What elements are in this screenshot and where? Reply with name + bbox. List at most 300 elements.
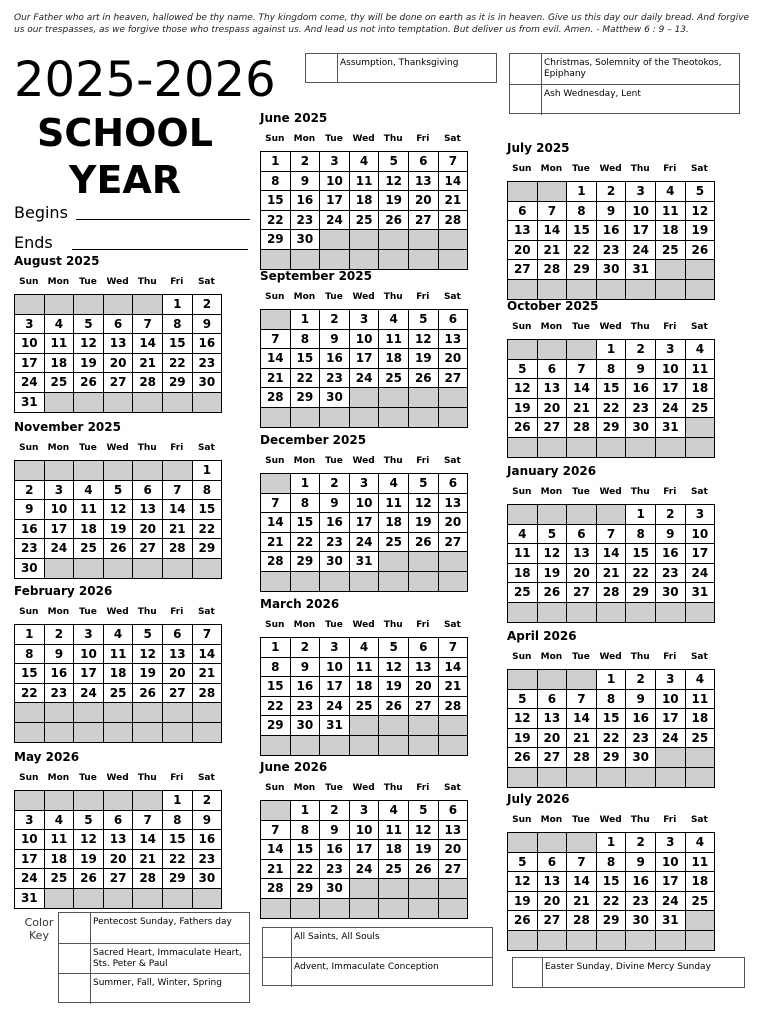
day-cell[interactable]: 18 — [685, 708, 716, 729]
day-cell[interactable]: 10 — [655, 852, 686, 873]
day-cell[interactable]: 9 — [655, 524, 686, 545]
day-cell[interactable]: 19 — [685, 220, 716, 241]
day-cell[interactable]: 17 — [14, 353, 45, 374]
day-cell[interactable]: 25 — [73, 538, 104, 559]
day-cell[interactable]: 13 — [438, 329, 469, 350]
day-cell[interactable]: 2 — [625, 832, 656, 853]
day-cell[interactable]: 2 — [44, 624, 75, 645]
day-cell[interactable]: 8 — [625, 524, 656, 545]
color-swatch[interactable] — [263, 928, 292, 957]
day-cell[interactable]: 17 — [655, 708, 686, 729]
day-cell[interactable]: 19 — [132, 663, 163, 684]
day-cell[interactable]: 24 — [14, 868, 45, 889]
day-cell[interactable]: 29 — [260, 715, 291, 736]
day-cell[interactable]: 30 — [319, 387, 350, 408]
day-cell[interactable]: 1 — [290, 800, 321, 821]
day-cell[interactable]: 12 — [408, 820, 439, 841]
day-cell[interactable]: 9 — [596, 201, 627, 222]
day-cell[interactable]: 30 — [319, 878, 350, 899]
day-cell[interactable]: 20 — [537, 728, 568, 749]
day-cell[interactable]: 8 — [290, 493, 321, 514]
day-cell[interactable]: 21 — [192, 663, 223, 684]
day-cell[interactable]: 30 — [596, 259, 627, 280]
day-cell[interactable]: 16 — [192, 333, 223, 354]
day-cell[interactable]: 15 — [14, 663, 45, 684]
day-cell[interactable]: 8 — [162, 314, 193, 335]
day-cell[interactable]: 6 — [103, 314, 134, 335]
day-cell[interactable]: 1 — [162, 790, 193, 811]
ends-line[interactable] — [72, 249, 248, 250]
day-cell[interactable]: 29 — [566, 259, 597, 280]
day-cell[interactable]: 26 — [507, 910, 538, 931]
day-cell[interactable]: 27 — [408, 696, 439, 717]
day-cell[interactable]: 3 — [14, 810, 45, 831]
day-cell[interactable]: 23 — [319, 532, 350, 553]
day-cell[interactable]: 16 — [44, 663, 75, 684]
day-cell[interactable]: 12 — [408, 493, 439, 514]
day-cell[interactable]: 14 — [537, 220, 568, 241]
day-cell[interactable]: 19 — [408, 839, 439, 860]
day-cell[interactable]: 9 — [625, 359, 656, 380]
day-cell[interactable]: 22 — [162, 353, 193, 374]
day-cell[interactable]: 30 — [14, 558, 45, 579]
color-swatch[interactable] — [510, 54, 542, 84]
day-cell[interactable]: 2 — [192, 790, 223, 811]
day-cell[interactable]: 10 — [14, 333, 45, 354]
day-cell[interactable]: 27 — [438, 368, 469, 389]
day-cell[interactable]: 17 — [349, 348, 380, 369]
day-cell[interactable]: 3 — [349, 800, 380, 821]
day-cell[interactable]: 8 — [290, 820, 321, 841]
color-swatch[interactable] — [59, 974, 91, 1004]
day-cell[interactable]: 20 — [408, 676, 439, 697]
day-cell[interactable]: 1 — [566, 181, 597, 202]
day-cell[interactable]: 13 — [537, 708, 568, 729]
day-cell[interactable]: 5 — [378, 637, 409, 658]
day-cell[interactable]: 31 — [349, 551, 380, 572]
day-cell[interactable]: 22 — [625, 563, 656, 584]
day-cell[interactable]: 7 — [260, 820, 291, 841]
day-cell[interactable]: 2 — [625, 339, 656, 360]
ends-field[interactable] — [14, 233, 53, 252]
day-cell[interactable]: 4 — [44, 314, 75, 335]
day-cell[interactable]: 29 — [596, 417, 627, 438]
day-cell[interactable]: 29 — [596, 910, 627, 931]
day-cell[interactable]: 24 — [349, 859, 380, 880]
day-cell[interactable]: 14 — [260, 512, 291, 533]
day-cell[interactable]: 27 — [408, 210, 439, 231]
day-cell[interactable]: 31 — [319, 715, 350, 736]
day-cell[interactable]: 14 — [260, 348, 291, 369]
day-cell[interactable]: 4 — [507, 524, 538, 545]
day-cell[interactable]: 17 — [685, 543, 716, 564]
day-cell[interactable]: 25 — [349, 696, 380, 717]
day-cell[interactable]: 1 — [260, 637, 291, 658]
day-cell[interactable]: 23 — [290, 696, 321, 717]
day-cell[interactable]: 5 — [408, 309, 439, 330]
day-cell[interactable]: 14 — [438, 657, 469, 678]
day-cell[interactable]: 11 — [73, 499, 104, 520]
day-cell[interactable]: 15 — [162, 333, 193, 354]
day-cell[interactable]: 4 — [349, 637, 380, 658]
day-cell[interactable]: 7 — [260, 329, 291, 350]
day-cell[interactable]: 6 — [537, 689, 568, 710]
day-cell[interactable]: 28 — [566, 417, 597, 438]
day-cell[interactable]: 9 — [319, 329, 350, 350]
day-cell[interactable]: 24 — [319, 696, 350, 717]
day-cell[interactable]: 26 — [685, 240, 716, 261]
day-cell[interactable]: 31 — [14, 392, 45, 413]
day-cell[interactable]: 25 — [378, 859, 409, 880]
day-cell[interactable]: 8 — [192, 480, 223, 501]
day-cell[interactable]: 23 — [14, 538, 45, 559]
day-cell[interactable]: 28 — [438, 210, 469, 231]
day-cell[interactable]: 26 — [507, 417, 538, 438]
day-cell[interactable]: 15 — [290, 512, 321, 533]
day-cell[interactable]: 2 — [625, 669, 656, 690]
day-cell[interactable]: 27 — [438, 859, 469, 880]
day-cell[interactable]: 16 — [319, 348, 350, 369]
day-cell[interactable]: 2 — [290, 637, 321, 658]
day-cell[interactable]: 15 — [290, 348, 321, 369]
day-cell[interactable]: 16 — [14, 519, 45, 540]
day-cell[interactable]: 11 — [44, 829, 75, 850]
day-cell[interactable]: 10 — [349, 493, 380, 514]
day-cell[interactable]: 21 — [438, 190, 469, 211]
day-cell[interactable]: 2 — [319, 800, 350, 821]
day-cell[interactable]: 4 — [685, 339, 716, 360]
day-cell[interactable]: 21 — [566, 398, 597, 419]
day-cell[interactable]: 3 — [319, 151, 350, 172]
day-cell[interactable]: 2 — [596, 181, 627, 202]
day-cell[interactable]: 22 — [192, 519, 223, 540]
day-cell[interactable]: 3 — [685, 504, 716, 525]
day-cell[interactable]: 20 — [132, 519, 163, 540]
day-cell[interactable]: 21 — [596, 563, 627, 584]
day-cell[interactable]: 28 — [596, 582, 627, 603]
day-cell[interactable]: 5 — [685, 181, 716, 202]
day-cell[interactable]: 19 — [73, 849, 104, 870]
day-cell[interactable]: 1 — [260, 151, 291, 172]
day-cell[interactable]: 5 — [73, 314, 104, 335]
day-cell[interactable]: 16 — [290, 676, 321, 697]
day-cell[interactable]: 18 — [44, 849, 75, 870]
day-cell[interactable]: 18 — [349, 190, 380, 211]
day-cell[interactable]: 15 — [192, 499, 223, 520]
day-cell[interactable]: 24 — [625, 240, 656, 261]
day-cell[interactable]: 15 — [596, 871, 627, 892]
day-cell[interactable]: 10 — [349, 329, 380, 350]
day-cell[interactable]: 23 — [319, 859, 350, 880]
day-cell[interactable]: 23 — [319, 368, 350, 389]
day-cell[interactable]: 20 — [162, 663, 193, 684]
day-cell[interactable]: 20 — [103, 353, 134, 374]
day-cell[interactable]: 12 — [73, 829, 104, 850]
day-cell[interactable]: 4 — [378, 800, 409, 821]
day-cell[interactable]: 28 — [566, 910, 597, 931]
day-cell[interactable]: 15 — [596, 708, 627, 729]
day-cell[interactable]: 23 — [625, 728, 656, 749]
day-cell[interactable]: 15 — [162, 829, 193, 850]
day-cell[interactable]: 17 — [73, 663, 104, 684]
day-cell[interactable]: 3 — [625, 181, 656, 202]
day-cell[interactable]: 13 — [507, 220, 538, 241]
day-cell[interactable]: 2 — [192, 294, 223, 315]
day-cell[interactable]: 26 — [408, 859, 439, 880]
day-cell[interactable]: 4 — [685, 832, 716, 853]
day-cell[interactable]: 14 — [192, 644, 223, 665]
day-cell[interactable]: 12 — [408, 329, 439, 350]
day-cell[interactable]: 3 — [349, 473, 380, 494]
day-cell[interactable]: 21 — [132, 353, 163, 374]
day-cell[interactable]: 9 — [192, 810, 223, 831]
day-cell[interactable]: 1 — [192, 460, 223, 481]
day-cell[interactable]: 22 — [596, 398, 627, 419]
day-cell[interactable]: 30 — [192, 372, 223, 393]
day-cell[interactable]: 18 — [103, 663, 134, 684]
day-cell[interactable]: 25 — [349, 210, 380, 231]
day-cell[interactable]: 17 — [655, 378, 686, 399]
day-cell[interactable]: 11 — [378, 493, 409, 514]
day-cell[interactable]: 8 — [596, 852, 627, 873]
day-cell[interactable]: 26 — [378, 210, 409, 231]
day-cell[interactable]: 26 — [73, 868, 104, 889]
day-cell[interactable]: 20 — [438, 348, 469, 369]
day-cell[interactable]: 23 — [290, 210, 321, 231]
day-cell[interactable]: 27 — [537, 417, 568, 438]
day-cell[interactable]: 25 — [378, 368, 409, 389]
day-cell[interactable]: 9 — [625, 689, 656, 710]
day-cell[interactable]: 4 — [378, 309, 409, 330]
day-cell[interactable]: 30 — [290, 229, 321, 250]
day-cell[interactable]: 19 — [507, 728, 538, 749]
day-cell[interactable]: 10 — [349, 820, 380, 841]
day-cell[interactable]: 9 — [625, 852, 656, 873]
day-cell[interactable]: 27 — [537, 910, 568, 931]
day-cell[interactable]: 21 — [260, 859, 291, 880]
day-cell[interactable]: 18 — [655, 220, 686, 241]
day-cell[interactable]: 21 — [260, 532, 291, 553]
day-cell[interactable]: 7 — [438, 151, 469, 172]
day-cell[interactable]: 3 — [655, 832, 686, 853]
day-cell[interactable]: 31 — [625, 259, 656, 280]
day-cell[interactable]: 1 — [290, 309, 321, 330]
day-cell[interactable]: 22 — [596, 728, 627, 749]
day-cell[interactable]: 17 — [655, 871, 686, 892]
day-cell[interactable]: 17 — [319, 676, 350, 697]
day-cell[interactable]: 24 — [349, 368, 380, 389]
day-cell[interactable]: 10 — [319, 657, 350, 678]
day-cell[interactable]: 4 — [103, 624, 134, 645]
day-cell[interactable]: 20 — [537, 891, 568, 912]
day-cell[interactable]: 1 — [290, 473, 321, 494]
day-cell[interactable]: 30 — [192, 868, 223, 889]
day-cell[interactable]: 31 — [14, 888, 45, 909]
day-cell[interactable]: 9 — [319, 820, 350, 841]
day-cell[interactable]: 9 — [44, 644, 75, 665]
day-cell[interactable]: 28 — [566, 747, 597, 768]
day-cell[interactable]: 6 — [507, 201, 538, 222]
day-cell[interactable]: 6 — [408, 637, 439, 658]
day-cell[interactable]: 14 — [132, 829, 163, 850]
day-cell[interactable]: 24 — [655, 398, 686, 419]
day-cell[interactable]: 8 — [596, 359, 627, 380]
day-cell[interactable]: 16 — [290, 190, 321, 211]
day-cell[interactable]: 13 — [566, 543, 597, 564]
day-cell[interactable]: 30 — [625, 910, 656, 931]
day-cell[interactable]: 6 — [132, 480, 163, 501]
day-cell[interactable]: 6 — [408, 151, 439, 172]
day-cell[interactable]: 16 — [625, 871, 656, 892]
day-cell[interactable]: 19 — [408, 348, 439, 369]
day-cell[interactable]: 21 — [132, 849, 163, 870]
day-cell[interactable]: 8 — [566, 201, 597, 222]
day-cell[interactable]: 6 — [537, 359, 568, 380]
day-cell[interactable]: 20 — [438, 512, 469, 533]
day-cell[interactable]: 13 — [537, 871, 568, 892]
day-cell[interactable]: 20 — [103, 849, 134, 870]
day-cell[interactable]: 28 — [132, 868, 163, 889]
day-cell[interactable]: 2 — [14, 480, 45, 501]
day-cell[interactable]: 4 — [44, 810, 75, 831]
day-cell[interactable]: 18 — [378, 348, 409, 369]
day-cell[interactable]: 2 — [319, 309, 350, 330]
day-cell[interactable]: 8 — [596, 689, 627, 710]
day-cell[interactable]: 29 — [290, 551, 321, 572]
day-cell[interactable]: 9 — [290, 171, 321, 192]
day-cell[interactable]: 12 — [103, 499, 134, 520]
day-cell[interactable]: 23 — [192, 849, 223, 870]
day-cell[interactable]: 6 — [537, 852, 568, 873]
day-cell[interactable]: 3 — [73, 624, 104, 645]
day-cell[interactable]: 5 — [73, 810, 104, 831]
day-cell[interactable]: 23 — [44, 683, 75, 704]
day-cell[interactable]: 28 — [260, 387, 291, 408]
day-cell[interactable]: 6 — [438, 309, 469, 330]
day-cell[interactable]: 20 — [438, 839, 469, 860]
day-cell[interactable]: 13 — [408, 171, 439, 192]
day-cell[interactable]: 11 — [349, 171, 380, 192]
day-cell[interactable]: 7 — [132, 314, 163, 335]
day-cell[interactable]: 25 — [685, 891, 716, 912]
day-cell[interactable]: 9 — [290, 657, 321, 678]
day-cell[interactable]: 15 — [260, 190, 291, 211]
day-cell[interactable]: 29 — [596, 747, 627, 768]
day-cell[interactable]: 14 — [566, 378, 597, 399]
day-cell[interactable]: 10 — [319, 171, 350, 192]
day-cell[interactable]: 9 — [192, 314, 223, 335]
day-cell[interactable]: 6 — [103, 810, 134, 831]
day-cell[interactable]: 1 — [596, 832, 627, 853]
day-cell[interactable]: 11 — [378, 820, 409, 841]
day-cell[interactable]: 27 — [162, 683, 193, 704]
day-cell[interactable]: 3 — [655, 669, 686, 690]
day-cell[interactable]: 15 — [625, 543, 656, 564]
day-cell[interactable]: 2 — [319, 473, 350, 494]
day-cell[interactable]: 1 — [162, 294, 193, 315]
day-cell[interactable]: 29 — [260, 229, 291, 250]
day-cell[interactable]: 3 — [655, 339, 686, 360]
day-cell[interactable]: 16 — [319, 839, 350, 860]
day-cell[interactable]: 29 — [290, 878, 321, 899]
day-cell[interactable]: 10 — [685, 524, 716, 545]
day-cell[interactable]: 31 — [685, 582, 716, 603]
day-cell[interactable]: 5 — [507, 852, 538, 873]
day-cell[interactable]: 27 — [103, 868, 134, 889]
day-cell[interactable]: 19 — [378, 190, 409, 211]
day-cell[interactable]: 25 — [685, 728, 716, 749]
day-cell[interactable]: 23 — [596, 240, 627, 261]
day-cell[interactable]: 17 — [349, 839, 380, 860]
day-cell[interactable]: 18 — [73, 519, 104, 540]
day-cell[interactable]: 10 — [44, 499, 75, 520]
day-cell[interactable]: 12 — [378, 171, 409, 192]
day-cell[interactable]: 15 — [260, 676, 291, 697]
day-cell[interactable]: 4 — [685, 669, 716, 690]
day-cell[interactable]: 22 — [290, 368, 321, 389]
day-cell[interactable]: 7 — [260, 493, 291, 514]
day-cell[interactable]: 14 — [132, 333, 163, 354]
day-cell[interactable]: 11 — [685, 359, 716, 380]
day-cell[interactable]: 22 — [260, 696, 291, 717]
day-cell[interactable]: 31 — [655, 910, 686, 931]
day-cell[interactable]: 14 — [566, 871, 597, 892]
day-cell[interactable]: 17 — [625, 220, 656, 241]
day-cell[interactable]: 26 — [103, 538, 134, 559]
day-cell[interactable]: 8 — [162, 810, 193, 831]
day-cell[interactable]: 11 — [655, 201, 686, 222]
day-cell[interactable]: 16 — [319, 512, 350, 533]
day-cell[interactable]: 13 — [103, 829, 134, 850]
day-cell[interactable]: 24 — [319, 210, 350, 231]
day-cell[interactable]: 12 — [507, 871, 538, 892]
day-cell[interactable]: 5 — [507, 359, 538, 380]
day-cell[interactable]: 17 — [349, 512, 380, 533]
day-cell[interactable]: 12 — [507, 378, 538, 399]
day-cell[interactable]: 6 — [438, 473, 469, 494]
day-cell[interactable]: 21 — [566, 891, 597, 912]
day-cell[interactable]: 4 — [655, 181, 686, 202]
color-swatch[interactable] — [510, 85, 542, 115]
day-cell[interactable]: 21 — [438, 676, 469, 697]
day-cell[interactable]: 30 — [290, 715, 321, 736]
day-cell[interactable]: 29 — [162, 868, 193, 889]
day-cell[interactable]: 19 — [378, 676, 409, 697]
day-cell[interactable]: 29 — [290, 387, 321, 408]
day-cell[interactable]: 2 — [290, 151, 321, 172]
day-cell[interactable]: 7 — [566, 359, 597, 380]
day-cell[interactable]: 11 — [685, 689, 716, 710]
day-cell[interactable]: 5 — [103, 480, 134, 501]
day-cell[interactable]: 13 — [162, 644, 193, 665]
day-cell[interactable]: 27 — [566, 582, 597, 603]
day-cell[interactable]: 7 — [596, 524, 627, 545]
day-cell[interactable]: 2 — [655, 504, 686, 525]
day-cell[interactable]: 27 — [507, 259, 538, 280]
day-cell[interactable]: 5 — [378, 151, 409, 172]
day-cell[interactable]: 4 — [73, 480, 104, 501]
day-cell[interactable]: 7 — [566, 852, 597, 873]
day-cell[interactable]: 7 — [162, 480, 193, 501]
day-cell[interactable]: 16 — [596, 220, 627, 241]
day-cell[interactable]: 3 — [14, 314, 45, 335]
day-cell[interactable]: 4 — [349, 151, 380, 172]
day-cell[interactable]: 31 — [655, 417, 686, 438]
day-cell[interactable]: 27 — [103, 372, 134, 393]
day-cell[interactable]: 11 — [507, 543, 538, 564]
day-cell[interactable]: 5 — [132, 624, 163, 645]
day-cell[interactable]: 9 — [319, 493, 350, 514]
